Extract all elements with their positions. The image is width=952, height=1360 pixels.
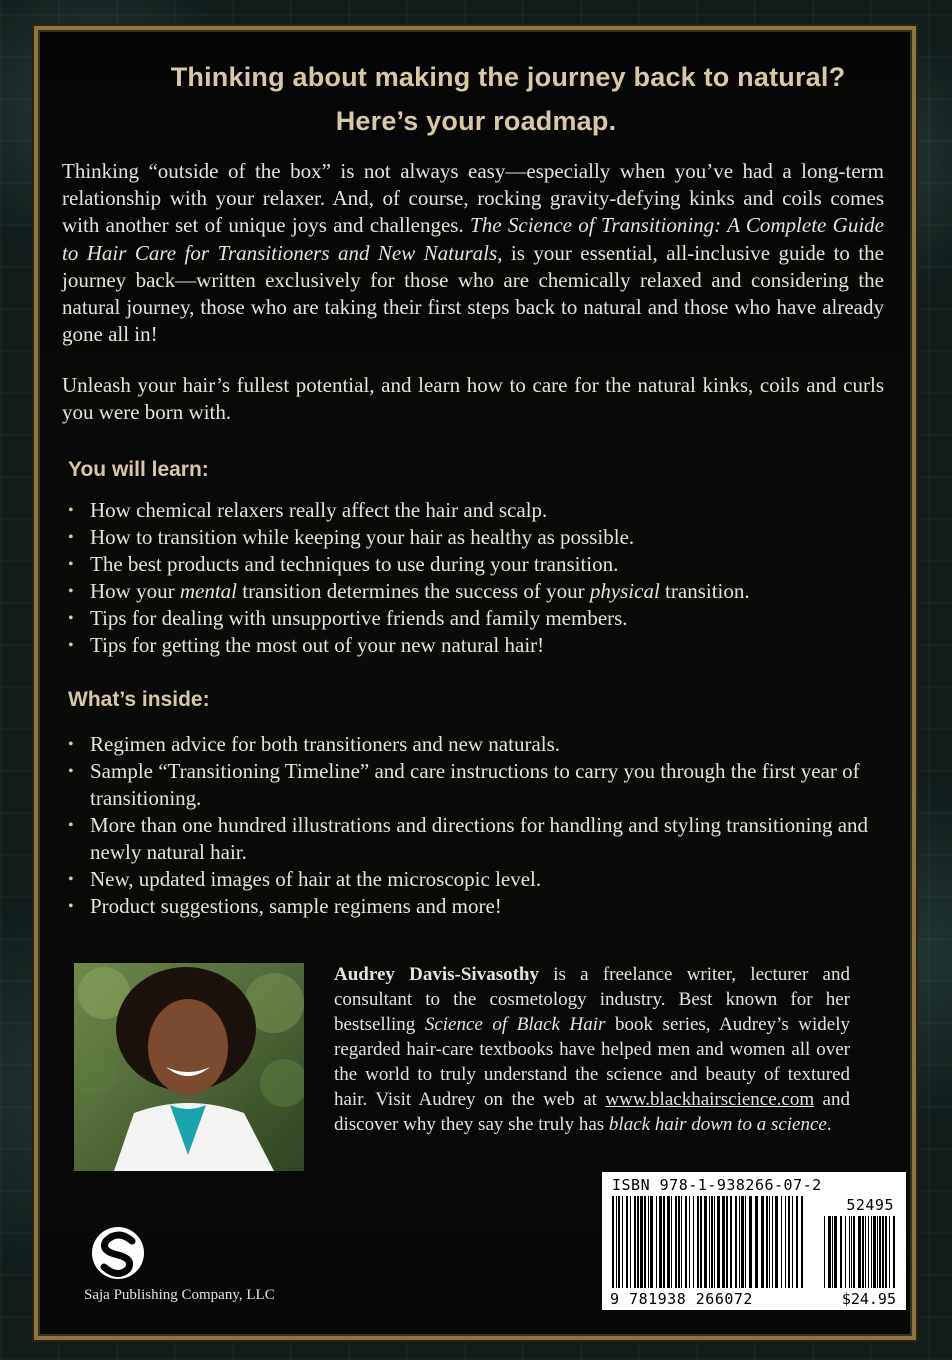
list-item: • The best products and techniques to use during your transition. (68, 552, 619, 576)
learn-heading: You will learn: (68, 458, 209, 481)
potential-paragraph: Unleash your hair’s fullest potential, and learn how to care for the natural kinks, coils and curls you were born with. (62, 373, 884, 425)
bullet-icon: • (68, 871, 74, 888)
bullet-icon: • (68, 529, 74, 546)
author-bio: Audrey Davis-Sivasothy is a freelance writer, lecturer and consultant to the cosmetology industry. Best known for her bestselling Science of Black Hair book series, Audrey’s widely regarded hair-care textbooks have helped men and women all over the world to truly understand the science and beauty of textured hair. Visit Audrey on the web at www.blackhairscience.com and discover why they say she truly has black hair down to a science. (334, 964, 850, 1135)
inside-heading: What’s inside: (68, 688, 210, 711)
list-item: • Sample “Transitioning Timeline” and care instructions to carry you through the first year of transitioning. (68, 759, 860, 810)
author-photo (74, 963, 304, 1171)
list-item: • Regimen advice for both transitioners and new naturals. (68, 732, 561, 756)
publisher-logo (84, 1223, 332, 1313)
bullet-icon: • (68, 637, 74, 654)
subheadline: Here’s your roadmap. (335, 106, 617, 136)
author-portrait-icon (74, 963, 304, 1171)
list-item: • More than one hundred illustrations and directions for handling and styling transitioning and newly natural hair. (68, 813, 869, 864)
list-item: • Tips for getting the most out of your new natural hair! (68, 633, 545, 657)
list-item: • Product suggestions, sample regimens and more! (68, 894, 502, 918)
author-website-link[interactable]: www.blackhairscience.com (605, 1089, 815, 1110)
bullet-icon: • (68, 502, 74, 519)
inside-list (62, 731, 892, 920)
price-code: 52495 (846, 1196, 894, 1214)
list-item: • Tips for dealing with unsupportive friends and family members. (68, 606, 628, 630)
intro-text-start: Thinking “outside of the box” is not always easy—especially when you’ve had a long-term relationship with your relaxer. And, of course, rocking gravity-defying kinks and coils comes with another set of unique joys and challenges. (62, 159, 884, 238)
list-item: • How to transition while keeping your hair as healthy as possible. (68, 525, 635, 549)
bullet-icon: • (68, 817, 74, 834)
bullet-icon: • (68, 583, 74, 600)
isbn-number: ISBN 978-1-938266-07-2 (612, 1176, 822, 1194)
saja-s-logo-icon (88, 1223, 158, 1287)
bullet-icon: • (68, 763, 74, 780)
author-name: Audrey Davis-Sivasothy (334, 964, 539, 985)
publisher-name: Saja Publishing Company, LLC (84, 1287, 275, 1303)
learn-list (62, 497, 892, 659)
list-item: • How chemical relaxers really affect the hair and scalp. (68, 498, 548, 522)
list-item: • New, updated images of hair at the microscopic level. (68, 867, 542, 891)
bullet-icon: • (68, 610, 74, 627)
intro-text-end: , is your essential, all-inclusive guide to the journey back—written exclusively for those who are chemically relaxed and considering the natural journey, those who are taking their first steps back to natural and those who have already gone all in! (62, 240, 884, 347)
intro-paragraph (62, 158, 884, 348)
book-title: The Science of Transitioning: A Complete Guide to Hair Care for Transitioners and New Naturals (62, 213, 884, 265)
tagline: black hair down to a science (608, 1114, 827, 1135)
headline: Thinking about making the journey back to natural? (170, 62, 846, 92)
bullet-icon: • (68, 736, 74, 753)
barcode-digits: 9 781938 266072 (610, 1290, 753, 1308)
book-series-title: Science of Black Hair (424, 1014, 606, 1035)
isbn-barcode (602, 1172, 906, 1310)
barcode-price: $24.95 (841, 1290, 896, 1308)
bullet-icon: • (68, 556, 74, 573)
list-item: • How your mental transition determines the success of your physical transition. (68, 579, 750, 603)
bullet-icon: • (68, 898, 74, 915)
